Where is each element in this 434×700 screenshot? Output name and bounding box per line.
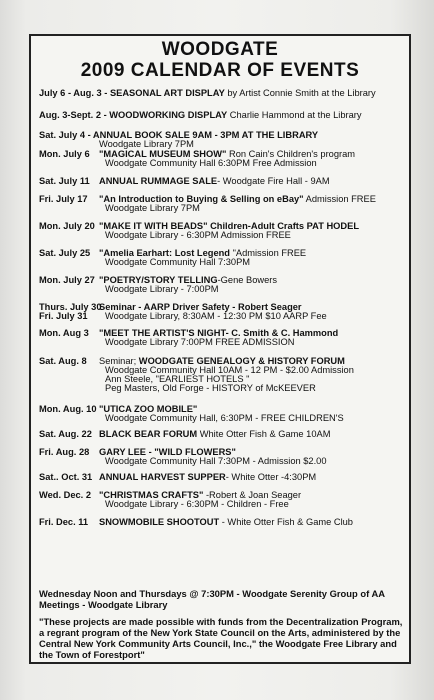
event-title: ANNUAL HARVEST SUPPER [99,472,226,482]
event-title: "An Introduction to Buying & Selling on eBay" [99,194,304,204]
event-date: Sat. Aug. 8 [39,356,87,366]
event-date-2: Fri. July 31 [39,311,88,321]
event-date: Wed. Dec. 2 [39,490,92,500]
event-date: Mon. Aug. 10 [39,404,97,414]
event-venue: Woodgate Library 7PM [99,139,194,149]
event-title: GARY LEE - "WILD FLOWERS" [99,447,236,457]
event-date: Fri. Dec. 11 [39,517,89,527]
event-title: BLACK BEAR FORUM [99,429,198,439]
event-line2: Woodgate Community Hall 7:30PM - Admission $2.00 [105,456,327,466]
event-detail: by Artist Connie Smith at the Library [224,88,376,98]
event-title: "CHRISTMAS CRAFTS" [99,490,204,500]
event-date: Sat.. Oct. 31 [39,472,93,482]
event-detail: - Woodgate Fire Hall - 9AM [217,176,330,186]
calendar-box [29,34,411,664]
event-title: "POETRY/STORY TELLING [99,275,218,285]
event-title: SNOWMOBILE SHOOTOUT [99,517,220,527]
event-line [99,517,353,528]
event-line [99,429,330,440]
event-line2: Woodgate Community Hall, 6:30PM - FREE CHILDREN'S [105,413,344,423]
event-title: "Amelia Earhart: Lost Legend [99,248,230,258]
event-title: "MEET THE ARTIST'S NIGHT- C. Smith & C. Hammond [99,328,339,338]
event-line2: Woodgate Library 7PM [105,203,200,213]
event-date: Fri. Aug. 28 [39,447,90,457]
event-line [39,110,362,121]
event-line2: Woodgate Community Hall 10AM - 12 PM - $2.00 Admission [105,365,354,375]
event-date: Mon. July 27 [39,275,95,285]
event-line3: Ann Steele, "EARLIEST HOTELS " [105,374,250,384]
event-detail: Ron Cain's Children's program [226,149,356,159]
event-date: Sat. Aug. 22 [39,429,92,439]
event-title: "UTICA ZOO MOBILE" [99,404,198,414]
event-line2: Woodgate Community Hall 6:30PM Free Admission [105,158,317,168]
event-date: Sat. July 11 [39,176,90,186]
title-woodgate: WOODGATE [161,39,279,60]
event-detail: -Robert & Joan Seager [203,490,302,500]
event-title: "MAGICAL MUSEUM SHOW" [99,149,227,159]
event-line2: Woodgate Community Hall 7:30PM [105,257,251,267]
event-title: July 6 - Aug. 3 - SEASONAL ART DISPLAY [39,88,225,98]
event-date: Mon. July 6 [39,149,90,159]
event-detail: White Otter Fish & Game 10AM [197,429,331,439]
event-title: ANNUAL RUMMAGE SALE [99,176,218,186]
title-calendar: 2009 CALENDAR OF EVENTS [80,60,360,81]
event-date: Fri. July 17 [39,194,88,204]
event-line [99,472,316,483]
event-line2: Woodgate Library - 6:30PM Admission FREE [105,230,291,240]
event-date: Sat. July 25 [39,248,91,258]
event-detail: - White Otter Fish & Game Club [219,517,353,527]
event-line2: Woodgate Library 7:00PM FREE ADMISSION [105,337,295,347]
event-date: Thurs. July 30 [39,302,102,312]
event-detail: "Admission FREE [229,248,307,258]
event-detail: Admission FREE [303,194,376,204]
event-line2: Woodgate Library - 6:30PM - Children - Free [105,499,289,509]
event-date: Mon. July 20 [39,221,95,231]
event-detail: Charlie Hammond at the Library [227,110,362,120]
event-date: Mon. Aug 3 [39,328,89,338]
event-title: Seminar - AARP Driver Safety - Robert Seager [99,302,302,312]
footer-aa-meetings: Wednesday Noon and Thursdays @ 7:30PM - Woodgate Serenity Group of AA Meetings - Woodgate Library [39,588,385,610]
event-prefix: Seminar; [99,356,139,366]
event-detail: -Gene Bowers [217,275,278,285]
event-line [39,88,376,99]
event-line [99,176,330,187]
event-line2: Woodgate Library - 7:00PM [105,284,219,294]
event-line2: Woodgate Library, 8:30AM - 12:30 PM $10 AARP Fee [105,311,327,321]
event-title: Sat. July 4 - ANNUAL BOOK SALE 9AM - 3PM AT THE LIBRARY [39,130,319,140]
event-line4: Peg Masters, Old Forge - HISTORY of McKEEVER [105,383,316,393]
event-title: WOODGATE GENEALOGY & HISTORY FORUM [138,356,345,366]
event-title: Aug. 3-Sept. 2 - WOODWORKING DISPLAY [39,110,228,120]
footer-funding-note: "These projects are made possible with funds from the Decentralization Program, a regrant program of the New York State Council on the Arts, administered by the Central New York Community Arts Council, Inc.," the Woodgate Free Library and the Town of Forestport" [39,616,403,660]
event-detail: - White Otter -4:30PM [225,472,317,482]
event-title: "MAKE IT WITH BEADS" Children-Adult Crafts PAT HODEL [99,221,359,231]
